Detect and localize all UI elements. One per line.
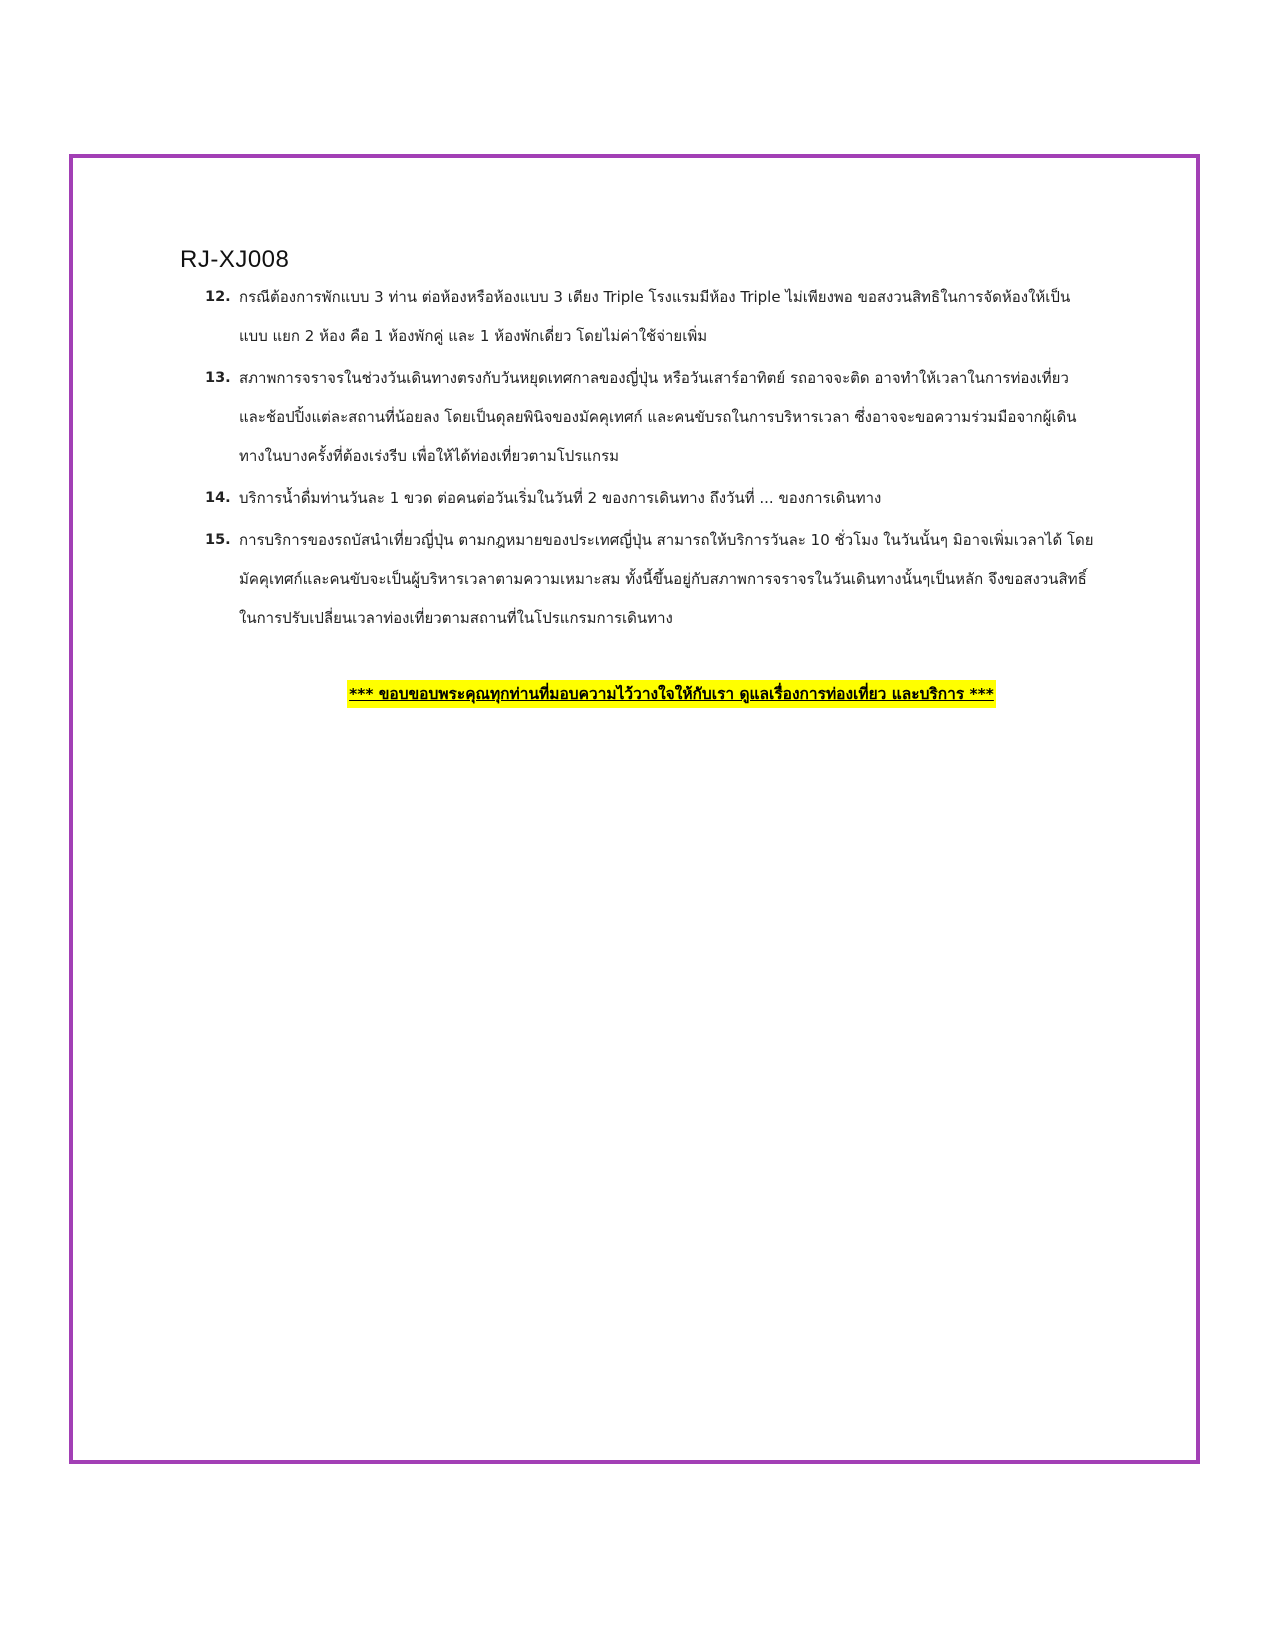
document-code: RJ-XJ008 <box>180 246 290 273</box>
thanks-banner <box>254 680 1089 708</box>
term-item-14 <box>205 479 1095 518</box>
thanks-message: *** ขอบขอบพระคุณทุกท่านที่มอบความไว้วางใจให้กับเรา ดูแลเรื่องการท่องเที่ยว และบริการ *** <box>347 680 996 708</box>
term-number: 15. <box>205 532 231 548</box>
term-text: สภาพการจราจรในช่วงวันเดินทางตรงกับวันหยุดเทศกาลของญี่ปุ่น หรือวันเสาร์อาทิตย์ รถอาจจะติด อาจทำให้เวลาในการท่องเที่ยว และช้อปปิ้งแต่ละสถานที่น้อยลง โดยเป็นดุลยพินิจของมัคคุเทศก์ และคนขับรถในการบริหารเวลา ซึ่งอาจจะขอความร่วมมือจากผู้เดินทางในบางครั้งที่ต้องเร่งรีบ เพื่อให้ได้ท่องเที่ยวตามโปรแกรม <box>239 369 1077 465</box>
term-number: 12. <box>205 289 231 305</box>
term-item-13 <box>205 359 1095 476</box>
term-item-12 <box>205 278 1095 356</box>
terms-list <box>205 278 1095 641</box>
term-text: การบริการของรถบัสนำเที่ยวญี่ปุ่น ตามกฎหมายของประเทศญี่ปุ่น สามารถให้บริการวันละ 10 ชั่วโมง ในวันนั้นๆ มิอาจเพิ่มเวลาได้ โดยมัคคุเทศก์และคนขับจะเป็นผู้บริหารเวลาตามความเหมาะสม ทั้งนี้ขึ้นอยู่กับสภาพการจราจรในวันเดินทางนั้นๆเป็นหลัก จึงขอสงวนสิทธิ์ในการปรับเปลี่ยนเวลาท่องเที่ยวตามสถานที่ในโปรแกรมการเดินทาง <box>239 531 1094 627</box>
term-text: บริการน้ำดื่มท่านวันละ 1 ขวด ต่อคนต่อวันเริ่มในวันที่ 2 ของการเดินทาง ถึงวันที่ ... ของการเดินทาง <box>239 489 882 507</box>
term-number: 14. <box>205 490 231 506</box>
term-number: 13. <box>205 370 231 386</box>
term-item-15 <box>205 521 1095 638</box>
term-text: กรณีต้องการพักแบบ 3 ท่าน ต่อห้องหรือห้องแบบ 3 เตียง Triple โรงแรมมีห้อง Triple ไม่เพียงพอ ขอสงวนสิทธิในการจัดห้องให้เป็นแบบ แยก 2 ห้อง คือ 1 ห้องพักคู่ และ 1 ห้องพักเดี่ยว โดยไม่ค่าใช้จ่ายเพิ่ม <box>239 288 1071 345</box>
